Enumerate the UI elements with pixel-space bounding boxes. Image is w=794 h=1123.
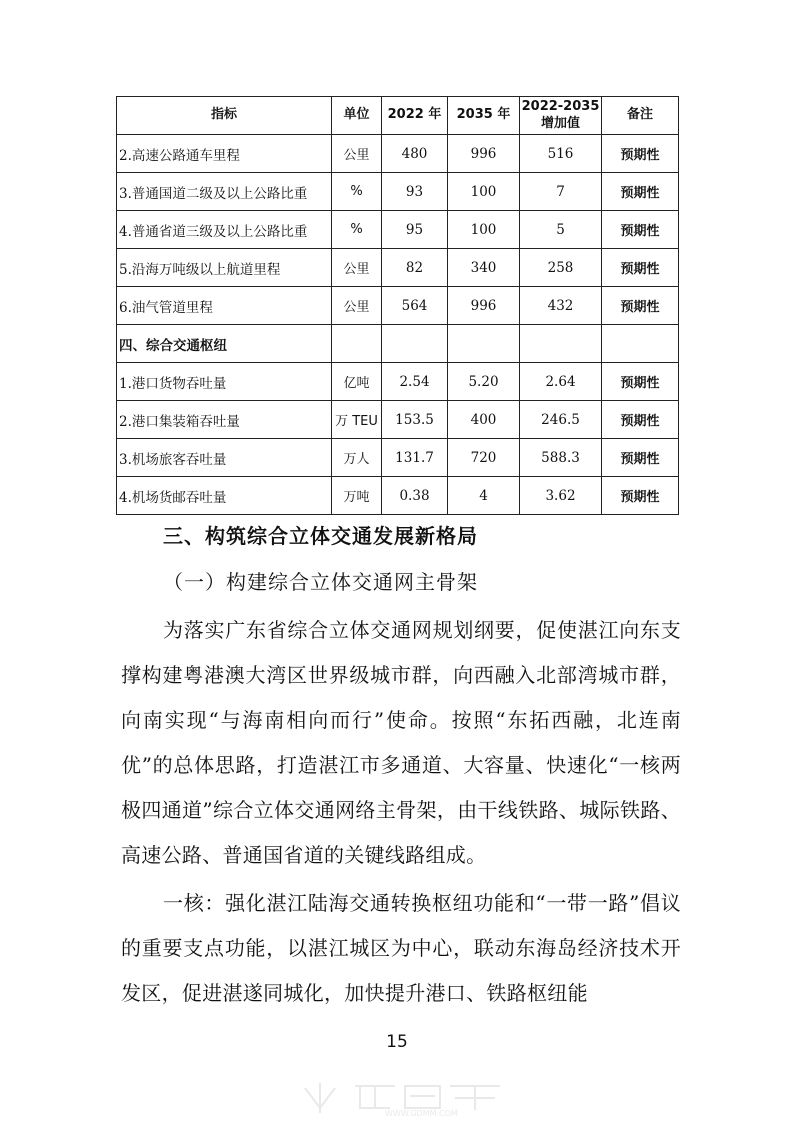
- empty-cell: [332, 325, 382, 363]
- empty-cell: [602, 325, 679, 363]
- indicator-name: 2.高速公路通车里程: [117, 135, 332, 173]
- value-2035: 4: [448, 477, 520, 515]
- watermark-logo: [300, 1078, 510, 1118]
- value-2035: 996: [448, 135, 520, 173]
- table-section-row: [117, 325, 679, 363]
- note-cell: 预期性: [602, 439, 679, 477]
- indicator-name: 1.港口货物吞吐量: [117, 363, 332, 401]
- table-body-hub: [117, 363, 679, 515]
- value-2035: 100: [448, 211, 520, 249]
- section-title: 四、综合交通枢纽: [117, 325, 332, 363]
- table-row: [117, 211, 679, 249]
- header-2022: 2022 年: [382, 97, 448, 135]
- value-2022: 153.5: [382, 401, 448, 439]
- empty-cell: [382, 325, 448, 363]
- indicator-table: [116, 96, 679, 515]
- table-row: [117, 173, 679, 211]
- increase-value: 588.3: [520, 439, 602, 477]
- unit-cell: 万人: [332, 439, 382, 477]
- unit-cell: 公里: [332, 287, 382, 325]
- increase-value: 258: [520, 249, 602, 287]
- value-2022: 2.54: [382, 363, 448, 401]
- value-2035: 996: [448, 287, 520, 325]
- increase-value: 7: [520, 173, 602, 211]
- value-2022: 480: [382, 135, 448, 173]
- unit-cell: 万吨: [332, 477, 382, 515]
- unit-cell: %: [332, 211, 382, 249]
- table-row: [117, 287, 679, 325]
- header-increase: 2022-2035 增加值: [520, 97, 602, 135]
- page-number: 15: [386, 1032, 408, 1052]
- section-heading: 三、构筑综合立体交通发展新格局: [163, 524, 478, 548]
- table-header-row: [117, 97, 679, 135]
- increase-value: 5: [520, 211, 602, 249]
- table-row: [117, 401, 679, 439]
- table-row: [117, 363, 679, 401]
- note-cell: 预期性: [602, 363, 679, 401]
- increase-value: 2.64: [520, 363, 602, 401]
- value-2022: 0.38: [382, 477, 448, 515]
- paragraph-2: 一核：强化湛江陆海交通转换枢纽功能和“一带一路”倡议的重要支点功能，以湛江城区为中心，联动东海岛经济技术开发区，促进湛遂同城化，加快提升港口、铁路枢纽能: [121, 891, 681, 1005]
- value-2035: 720: [448, 439, 520, 477]
- indicator-name: 4.机场货邮吞吐量: [117, 477, 332, 515]
- unit-cell: 公里: [332, 249, 382, 287]
- note-cell: 预期性: [602, 287, 679, 325]
- indicator-name: 4.普通省道三级及以上公路比重: [117, 211, 332, 249]
- note-cell: 预期性: [602, 249, 679, 287]
- increase-value: 432: [520, 287, 602, 325]
- header-note: 备注: [602, 97, 679, 135]
- table-row: [117, 135, 679, 173]
- value-2022: 93: [382, 173, 448, 211]
- value-2035: 5.20: [448, 363, 520, 401]
- table-body-transport: [117, 135, 679, 325]
- paragraph-1: 为落实广东省综合立体交通网规划纲要，促使湛江向东支撑构建粤港澳大湾区世界级城市群，向西融入北部湾城市群，向南实现“与海南相向而行”使命。按照“东拓西融，北连南优”的总体思路，打造湛江市多通道、大容量、快速化“一核两极四通道”综合立体交通网络主骨架，由干线铁路、城际铁路、高速公路、普通国省道的关键线路组成。: [121, 618, 681, 867]
- value-2035: 400: [448, 401, 520, 439]
- indicator-name: 5.沿海万吨级以上航道里程: [117, 249, 332, 287]
- header-unit: 单位: [332, 97, 382, 135]
- watermark-text: WWW.GDMM.COM: [385, 1109, 458, 1118]
- indicator-name: 3.普通国道二级及以上公路比重: [117, 173, 332, 211]
- value-2022: 131.7: [382, 439, 448, 477]
- value-2022: 82: [382, 249, 448, 287]
- header-indicator: 指标: [117, 97, 332, 135]
- note-cell: 预期性: [602, 173, 679, 211]
- note-cell: 预期性: [602, 477, 679, 515]
- unit-cell: %: [332, 173, 382, 211]
- unit-cell: 公里: [332, 135, 382, 173]
- unit-cell: 亿吨: [332, 363, 382, 401]
- unit-cell: 万 TEU: [332, 401, 382, 439]
- increase-value: 3.62: [520, 477, 602, 515]
- value-2035: 100: [448, 173, 520, 211]
- empty-cell: [448, 325, 520, 363]
- empty-cell: [520, 325, 602, 363]
- subsection-heading: （一）构建综合立体交通网主骨架: [163, 570, 478, 594]
- note-cell: 预期性: [602, 135, 679, 173]
- increase-value: 516: [520, 135, 602, 173]
- table-row: [117, 439, 679, 477]
- note-cell: 预期性: [602, 211, 679, 249]
- value-2035: 340: [448, 249, 520, 287]
- note-cell: 预期性: [602, 401, 679, 439]
- indicator-name: 2.港口集装箱吞吐量: [117, 401, 332, 439]
- indicator-name: 6.油气管道里程: [117, 287, 332, 325]
- header-2035: 2035 年: [448, 97, 520, 135]
- table-row: [117, 249, 679, 287]
- value-2022: 95: [382, 211, 448, 249]
- value-2022: 564: [382, 287, 448, 325]
- indicator-name: 3.机场旅客吞吐量: [117, 439, 332, 477]
- table-row: [117, 477, 679, 515]
- increase-value: 246.5: [520, 401, 602, 439]
